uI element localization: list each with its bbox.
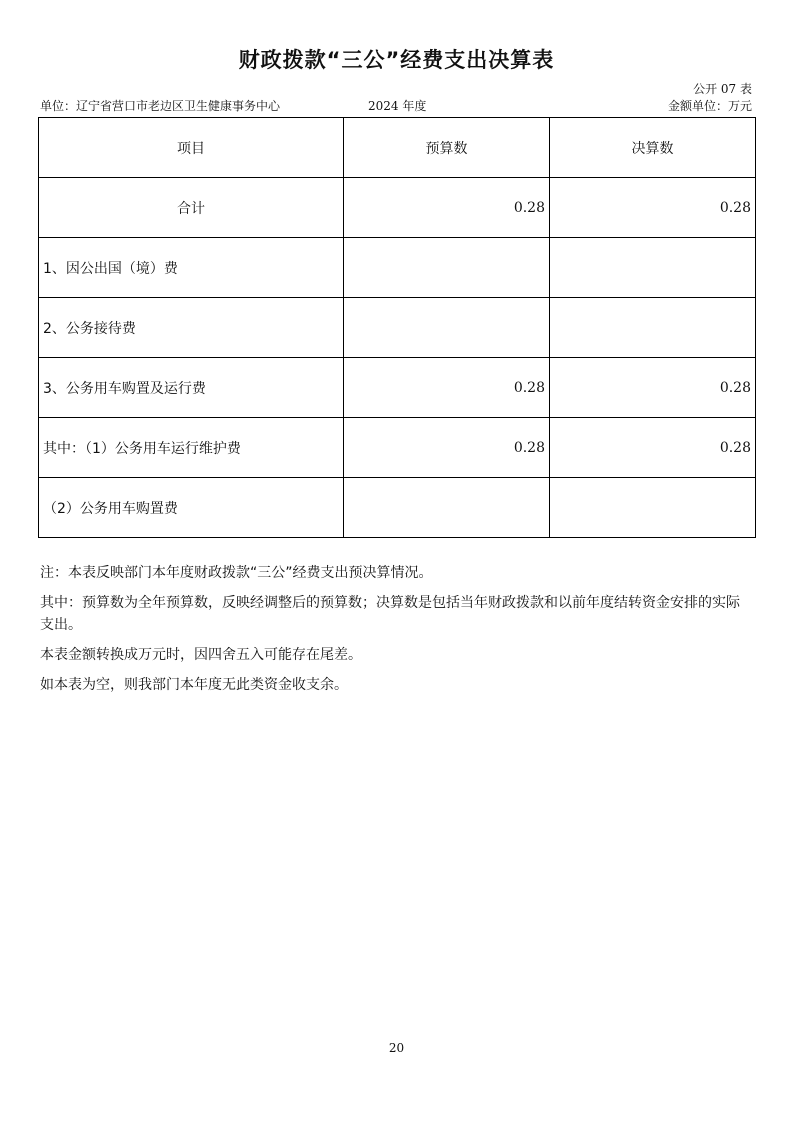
fiscal-year: 2024 年度 — [368, 99, 427, 113]
organization-unit: 单位：辽宁省营口市老边区卫生健康事务中心 — [40, 99, 281, 113]
table-row — [39, 358, 756, 418]
report-title: 财政拨款“三公”经费支出决算表 — [238, 48, 555, 72]
table-row — [39, 238, 756, 298]
row-item: 其中：（1）公务用车运行维护费 — [39, 418, 344, 478]
amount-unit: 金额单位：万元 — [667, 99, 752, 113]
row-budget — [344, 478, 550, 538]
note-paragraph: 其中：预算数为全年预算数，反映经调整后的预算数；决算数是包括当年财政拨款和以前年度结转资金安排的实际支出。 — [40, 595, 740, 633]
row-budget — [344, 238, 550, 298]
table-row — [39, 418, 756, 478]
expense-table — [38, 117, 756, 538]
row-final — [550, 298, 756, 358]
meta-row — [40, 97, 752, 113]
header-item: 项目 — [39, 118, 344, 178]
row-item: （2）公务用车购置费 — [39, 478, 344, 538]
page-number: 20 — [388, 1041, 405, 1055]
table-row — [39, 478, 756, 538]
row-item: 1、因公出国（境）费 — [39, 238, 344, 298]
notes-section — [40, 562, 752, 704]
row-final: 0.28 — [550, 358, 756, 418]
table-row-total — [39, 178, 756, 238]
row-final — [550, 238, 756, 298]
row-final — [550, 478, 756, 538]
form-number: 公开 07 表 — [693, 82, 752, 96]
note-paragraph: 注：本表反映部门本年度财政拨款“三公”经费支出预决算情况。 — [40, 565, 433, 581]
table-row — [39, 298, 756, 358]
row-budget — [344, 298, 550, 358]
row-budget: 0.28 — [344, 358, 550, 418]
note-paragraph: 如本表为空，则我部门本年度无此类资金收支余。 — [40, 677, 348, 693]
header-budget: 预算数 — [344, 118, 550, 178]
note-paragraph: 本表金额转换成万元时，因四舍五入可能存在尾差。 — [40, 647, 362, 663]
table-header-row — [39, 118, 756, 178]
header-final: 决算数 — [550, 118, 756, 178]
row-final: 0.28 — [550, 418, 756, 478]
row-item: 合计 — [39, 178, 344, 238]
row-final: 0.28 — [550, 178, 756, 238]
row-budget: 0.28 — [344, 418, 550, 478]
row-item: 2、公务接待费 — [39, 298, 344, 358]
row-budget: 0.28 — [344, 178, 550, 238]
row-item: 3、公务用车购置及运行费 — [39, 358, 344, 418]
